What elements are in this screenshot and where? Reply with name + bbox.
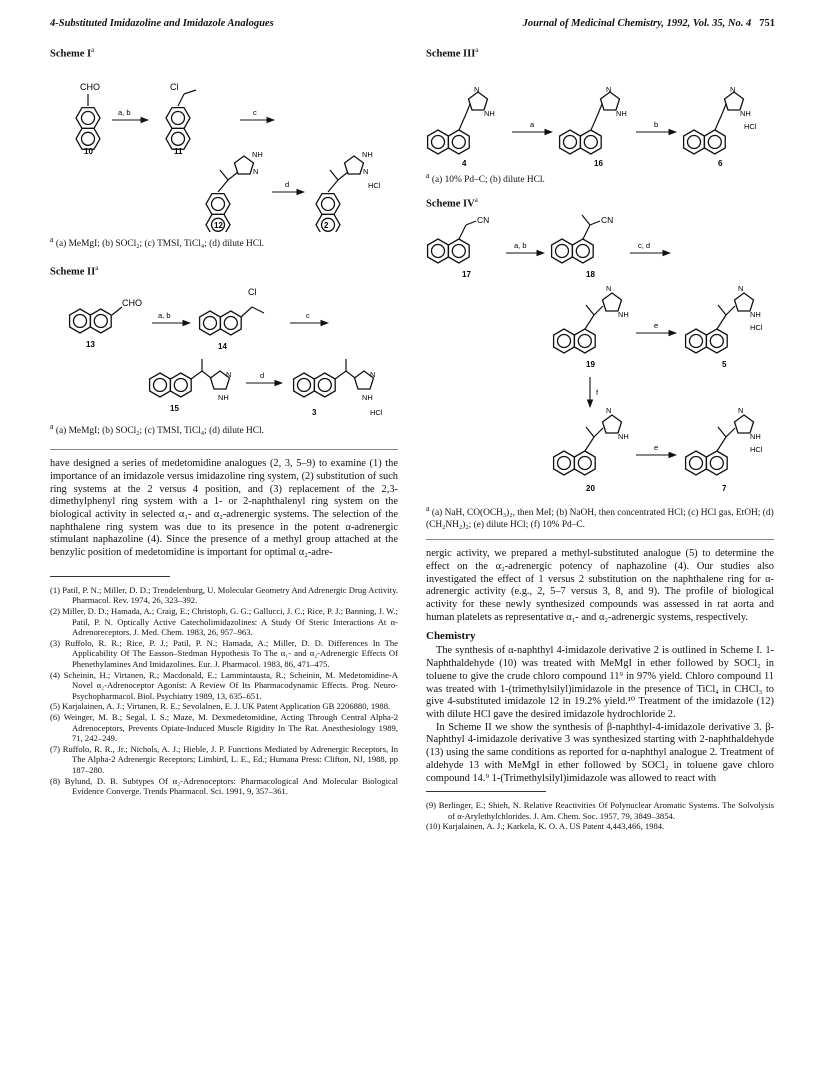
compound-15: [150, 373, 192, 397]
reference-item: (1) Patil, P. N.; Miller, D. D.; Trendelenburg, U. Molecular Geometry And Adrenergic Drug Activity. Pharmacol. Rev. 1974, 26, 323–392.: [50, 584, 398, 606]
compound-7: [686, 451, 728, 475]
svg-text:NH: NH: [750, 310, 761, 320]
compound-20: [554, 451, 596, 475]
reference-item: (2) Miller, D. D.; Hamada, A.; Craig, E.; Christoph, G. G.; Gallucci, J. C.; Rice, P. J.; Banning, J. W.; Patil, P. N. Optically Active Catecholimidazolines: A Study Of Steric Interactions At α-Adrenoreceptors. J. Med. Chem. 1983, 26, 957–963.: [50, 606, 398, 638]
label-13: 13: [86, 340, 95, 350]
svg-text:c, d: c, d: [638, 241, 651, 251]
label-2: 2: [324, 220, 329, 230]
intro-text-right: nergic activity, we prepared a methyl-substituted analogue (5) to determine the effect on the α₂-adrenergic potency of naphazoline (4). Our studies also investigated the effect of 1 versus 2 substitution on the naphthalene ring for α-adrenergic activity (e.g., 2, 5–7 versus 3, 8, and 9). The profile of biological activity for these newly synthesized compounds was assessed in rat aorta and human platelets as representative α₁- and α₂-adrenergic systems, respectively.: [426, 548, 774, 623]
scheme-2-figure: [50, 279, 398, 419]
reference-item: (5) Karjalainen, A. J.; Virtanen, R. E.; Sevolalnen, E. J. UK Patent Application GB 2206880, 1988.: [50, 701, 391, 712]
paragraph: The synthesis of α-naphthyl 4-imidazole derivative 2 is outlined in Scheme I. 1-Naphthaldehyde (10) was treated with MeMgI in ether followed by SOCl₂ in toluene to give the crude chloro compound 11⁹ in 97% yield. Chloro compound 11 was treated with 1-(trimethylsilyl)imidazole in the presence of TiCl₄ in CHCl₃ to give 4-substituted imidazole 12 in 19.2% yield.¹⁰ Treatment of the imidazole (12) with dilute HCl gave the desired imidazole hydrochloride 2.: [426, 645, 774, 720]
svg-text:a, b: a, b: [118, 107, 131, 117]
svg-text:Cl: Cl: [248, 287, 257, 298]
svg-text:HCl: HCl: [370, 408, 383, 418]
svg-text:HCl: HCl: [750, 323, 763, 333]
svg-text:f: f: [596, 388, 599, 398]
svg-text:a: a: [530, 119, 535, 129]
scheme-4-title: Scheme $IV^a$: [426, 195, 478, 210]
svg-text:N: N: [253, 166, 259, 176]
compound-6: [684, 130, 726, 154]
svg-text:N: N: [606, 284, 612, 294]
svg-text:HCl: HCl: [750, 445, 763, 455]
svg-text:NH: NH: [618, 432, 629, 442]
svg-text:b: b: [654, 119, 659, 129]
reference-item: (3) Ruffolo, R. R.; Rice, P. J.; Patil, P. N.; Hamada, A.; Miller, D. D. Differences In The Applicability Of The Easson–Stedman Hypothesis To The α₁- and α₂-Adrenergic Effects Of Phenethylamines And Imidazolines. Eur. J. Pharmacol. 1983, 86, 471–475.: [50, 637, 398, 670]
journal-citation: Journal of Medicinal Chemistry, 1992, Vol. 35, No. 4: [522, 18, 752, 29]
svg-text:N: N: [730, 84, 736, 94]
scheme-3-legend: $^a$ (a) 10% Pd–C; (b) dilute HCl.: [426, 170, 545, 185]
svg-text:N: N: [606, 84, 612, 94]
svg-text:NH: NH: [362, 393, 373, 403]
label-16: 16: [594, 158, 603, 168]
svg-text:d: d: [260, 371, 265, 381]
scheme-1-title: Scheme $I^a$: [50, 46, 95, 60]
running-head-left: 4-Substituted Imidazoline and Imidazole Analogues: [50, 18, 274, 29]
compound-10: [76, 107, 100, 149]
svg-text:HCl: HCl: [744, 121, 757, 131]
left-column: [50, 46, 398, 797]
svg-text:N: N: [606, 406, 612, 416]
svg-text:e: e: [654, 321, 659, 331]
reference-item: (9) Berlinger, E.; Shieh, N. Relative Reactivities Of Polynuclear Aromatic Systems. The Solvolysis of α-Arylethylchlorides. J. Am. Chem. Soc. 1957, 79, 3849–3854.: [426, 800, 774, 821]
svg-text:NH: NH: [750, 432, 761, 442]
compound-3: [294, 373, 336, 397]
label-12: 12: [214, 220, 223, 230]
chemistry-text: [426, 645, 774, 785]
svg-text:a, b: a, b: [158, 311, 171, 321]
svg-text:N: N: [738, 406, 744, 416]
svg-text:NH: NH: [218, 393, 229, 403]
svg-text:NH: NH: [362, 149, 373, 159]
reference-item: (4) Scheinin, H.; Virtanen, R.; Macdonald, E.; Lammintausta, R.; Scheinin, M. Medetomidine-A Novel α₂-Adrenoceptor Agonist: A Review Of Its Pharmacodynamic Effects. Prog. Neuro-Psychopharmacol. Biol. Psychiatry 1989, 13, 635–651.: [50, 669, 398, 701]
svg-text:CHO: CHO: [122, 298, 142, 309]
svg-text:NH: NH: [616, 108, 627, 118]
right-column: [426, 46, 774, 832]
compound-4: [428, 130, 470, 154]
svg-text:NH: NH: [740, 108, 751, 118]
label-14: 14: [218, 342, 227, 352]
svg-text:c: c: [306, 311, 310, 321]
label-5: 5: [722, 360, 727, 370]
page-number: 751: [759, 18, 775, 29]
compound-5: [686, 329, 728, 353]
scheme-2-legend: $^a$ (a) MeMgI; (b) SOCl₂; (c) TMSI, TiCl₄; (d) dilute HCl.: [50, 422, 265, 437]
svg-text:N: N: [370, 370, 376, 380]
scheme-4-legend: $^a$ (a) NaH, CO(OCH₃)₂, then MeI; (b) NaOH, then concentrated HCl; (c) HCl gas, EtOH; (d) (CH₂NH₂)₂; (e) dilute HCl; (f) 10% Pd–C.: [426, 504, 774, 531]
compound-18: [552, 239, 594, 263]
label-7: 7: [722, 484, 727, 494]
paragraph: In Scheme II we show the synthesis of β-naphthyl-4-imidazole derivative 3. β-Naphthyl 4-imidazole derivative 3 was synthesized starting with 2-naphthaldehyde (13) using the same conditions as reported for α-naphthyl analogue 2. Treatment of aldehyde 13 with MeMgI in ether followed by SOCl₂ in toluene gave chloro compound 14.⁹ 1-(Trimethylsilyl)imidazole was allowed to react with: [426, 721, 774, 784]
scheme-2-title: Scheme $II^a$: [50, 263, 99, 278]
scheme-1-legend: $^a$ (a) MeMgI; (b) SOCl₂; (c) TMSI, TiCl₄; (d) dilute HCl.: [50, 234, 265, 249]
reference-item: (8) Bylund, D. B. Subtypes Of α₂-Adrenoceptors: Pharmacological And Molecular Biological Evidence Converge. Trends Pharmacol. Sci. 1991, 9, 357–361.: [50, 775, 398, 797]
compound-17: [428, 239, 470, 263]
svg-text:NH: NH: [252, 149, 263, 159]
label-11: 11: [174, 146, 183, 156]
section-heading-chemistry: Chemistry: [426, 630, 476, 643]
compound-16: [560, 130, 602, 154]
svg-text:Cl: Cl: [170, 81, 179, 92]
label-3: 3: [312, 408, 317, 418]
svg-text:e: e: [654, 443, 659, 453]
reference-item: (10) Karjalainen, A. J.; Karkela, K. O. A. US Patent 4,443,466, 1984.: [426, 821, 665, 832]
svg-text:HCl: HCl: [368, 180, 381, 190]
svg-text:a, b: a, b: [514, 241, 527, 251]
label-17: 17: [462, 270, 471, 280]
label-6: 6: [718, 158, 723, 168]
running-head-right: [523, 18, 775, 29]
label-4: 4: [462, 158, 467, 168]
svg-text:N: N: [474, 84, 480, 94]
svg-text:c: c: [253, 107, 257, 117]
compound-19: [554, 329, 596, 353]
svg-text:CN: CN: [477, 215, 490, 226]
scheme-4-figure: [426, 211, 774, 501]
compound-14: [200, 311, 242, 335]
scheme-3-title: Scheme III$^a$: [426, 46, 479, 60]
svg-text:N: N: [226, 370, 232, 380]
reference-item: (7) Ruffolo, R. R., Jr.; Nichols, A. J.; Hieble, J. P. Functions Mediated by Adrenergic Receptors, In The Alpha-2 Adrenergic Receptors; Limbird, L. E., Ed.; Humana Press: Clifton, NJ, 1988, pp 187–280.: [50, 743, 398, 775]
svg-text:NH: NH: [618, 310, 629, 320]
label-20: 20: [586, 484, 595, 494]
label-10: 10: [84, 146, 93, 156]
svg-text:N: N: [738, 284, 744, 294]
label-15: 15: [170, 404, 179, 414]
intro-text-left: have designed a series of medetomidine analogues (2, 3, 5–9) to examine (1) the importance of an imidazole versus imidazoline ring system, (2) substitution of such ring systems at the 2 versus 4 position, and (3) replacement of the 2,3-dimethylphenyl ring system with a 1- or 2-naphthalenyl ring system on the biological activity in selected α₁- and α₂-adrenergic systems. The selection of the naphthalene ring system was due to its presence in the potent α-adrenergic stimulant naphazoline (4). Since the presence of a methyl group attached at the benzylic position of medetomidine is important for optimal α₂-adre-: [50, 458, 398, 559]
svg-text:d: d: [285, 179, 290, 189]
svg-text:CHO: CHO: [80, 81, 100, 92]
label-19: 19: [586, 360, 595, 370]
compound-11: [166, 107, 190, 149]
svg-text:N: N: [363, 166, 369, 176]
scheme-3-figure: [426, 62, 774, 168]
reference-item: (6) Weinger, M. B.; Segal, I. S.; Maze, M. Dexmedetomidine, Acting Through Central Alpha-2 Adrenoceptors, Prevents Opiate-Induced Muscle Rigidity In The Rat. Anesthesiology 1989, 71, 242–249.: [50, 712, 398, 744]
label-18: 18: [586, 270, 595, 280]
references-left: [50, 585, 398, 797]
scheme-1-figure: [50, 62, 398, 232]
svg-text:CN: CN: [601, 215, 614, 226]
references-right: [426, 800, 774, 832]
svg-text:NH: NH: [484, 108, 495, 118]
compound-13: [70, 309, 112, 333]
